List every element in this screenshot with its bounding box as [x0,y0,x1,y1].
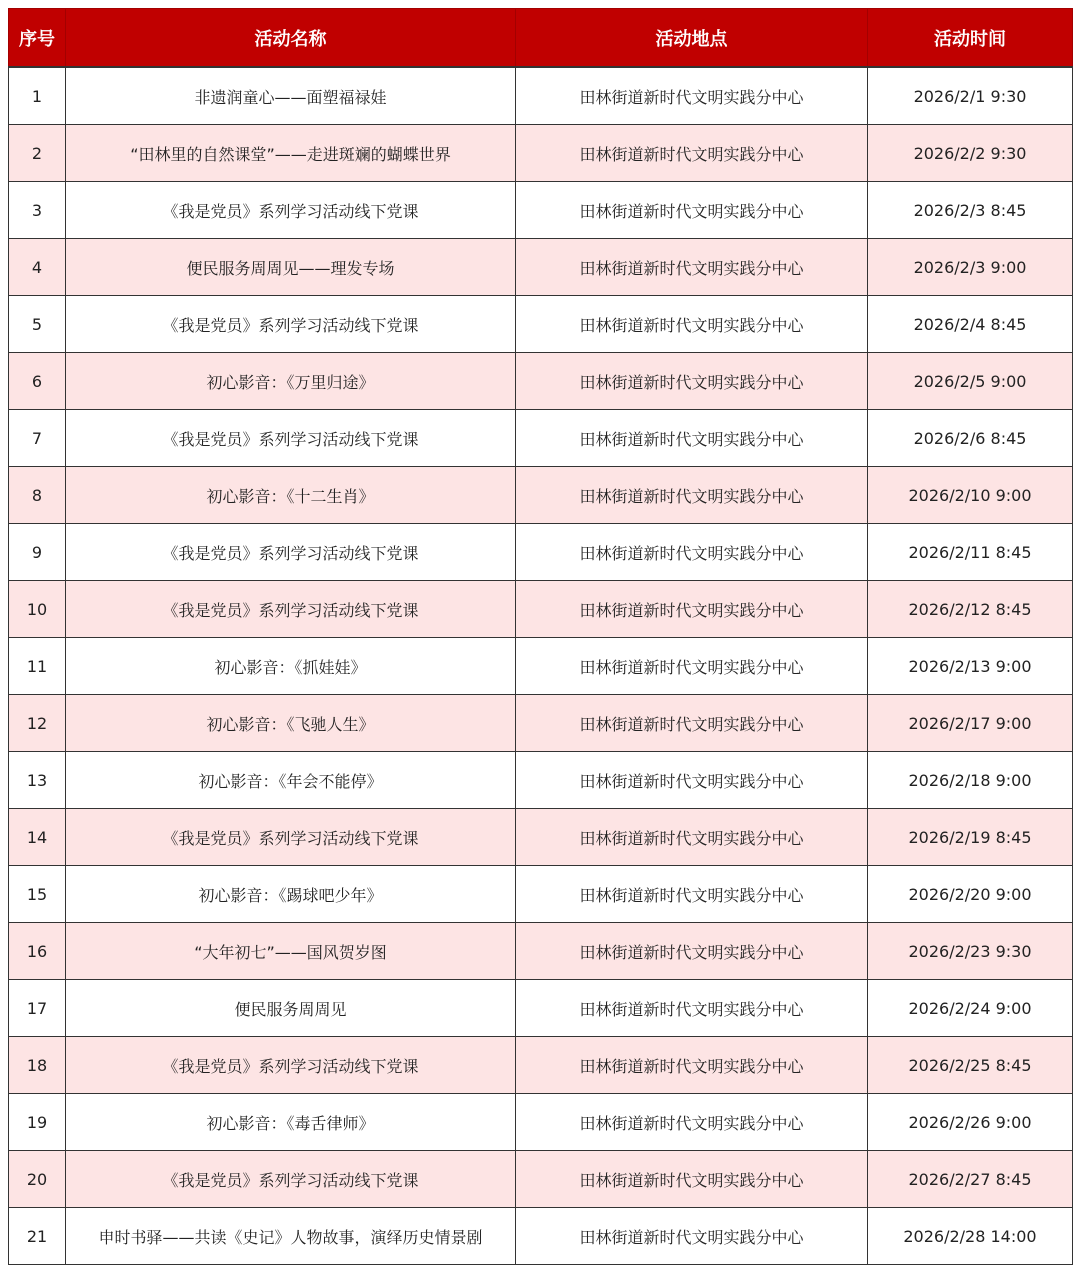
cell-activity-location: 田林街道新时代文明实践分中心 [516,638,868,695]
cell-activity-location: 田林街道新时代文明实践分中心 [516,182,868,239]
header-number: 序号 [9,9,66,68]
activity-schedule [8,8,1072,1265]
cell-activity-name: 便民服务周周见——理发专场 [66,239,516,296]
cell-activity-time: 2026/2/2 9:30 [868,125,1073,182]
cell-activity-name: 初心影音：《年会不能停》 [66,752,516,809]
cell-activity-time: 2026/2/28 14:00 [868,1208,1073,1265]
table-row [9,125,1073,182]
cell-activity-time: 2026/2/12 8:45 [868,581,1073,638]
cell-activity-time: 2026/2/17 9:00 [868,695,1073,752]
table-header [9,9,1073,68]
cell-activity-name: 初心影音：《十二生肖》 [66,467,516,524]
cell-activity-time: 2026/2/4 8:45 [868,296,1073,353]
cell-activity-name: 初心影音：《万里归途》 [66,353,516,410]
cell-number: 12 [9,695,66,752]
cell-number: 10 [9,581,66,638]
table-row [9,809,1073,866]
cell-activity-name: “田林里的自然课堂”——走进斑斓的蝴蝶世界 [66,125,516,182]
cell-activity-location: 田林街道新时代文明实践分中心 [516,866,868,923]
cell-activity-name: 《我是党员》系列学习活动线下党课 [66,296,516,353]
cell-activity-time: 2026/2/19 8:45 [868,809,1073,866]
cell-number: 17 [9,980,66,1037]
header-activity-name: 活动名称 [66,9,516,68]
cell-activity-location: 田林街道新时代文明实践分中心 [516,695,868,752]
cell-activity-name: 初心影音：《毒舌律师》 [66,1094,516,1151]
cell-activity-name: “大年初七”——国风贺岁图 [66,923,516,980]
cell-number: 19 [9,1094,66,1151]
cell-number: 7 [9,410,66,467]
cell-activity-location: 田林街道新时代文明实践分中心 [516,581,868,638]
table-row [9,638,1073,695]
cell-number: 3 [9,182,66,239]
table-row [9,923,1073,980]
cell-activity-time: 2026/2/11 8:45 [868,524,1073,581]
cell-activity-time: 2026/2/6 8:45 [868,410,1073,467]
activity-table [8,8,1073,1265]
cell-activity-name: 便民服务周周见 [66,980,516,1037]
cell-number: 2 [9,125,66,182]
cell-activity-location: 田林街道新时代文明实践分中心 [516,1037,868,1094]
cell-activity-location: 田林街道新时代文明实践分中心 [516,239,868,296]
table-row [9,296,1073,353]
cell-number: 13 [9,752,66,809]
table-body [9,67,1073,1265]
cell-activity-name: 申时书驿——共读《史记》人物故事，演绎历史情景剧 [66,1208,516,1265]
cell-activity-name: 《我是党员》系列学习活动线下党课 [66,1151,516,1208]
cell-activity-location: 田林街道新时代文明实践分中心 [516,752,868,809]
cell-number: 11 [9,638,66,695]
cell-activity-name: 《我是党员》系列学习活动线下党课 [66,809,516,866]
cell-activity-name: 《我是党员》系列学习活动线下党课 [66,410,516,467]
table-row [9,695,1073,752]
cell-activity-location: 田林街道新时代文明实践分中心 [516,923,868,980]
cell-activity-location: 田林街道新时代文明实践分中心 [516,67,868,125]
cell-activity-time: 2026/2/23 9:30 [868,923,1073,980]
table-row [9,239,1073,296]
table-row [9,1208,1073,1265]
cell-activity-location: 田林街道新时代文明实践分中心 [516,410,868,467]
cell-activity-time: 2026/2/1 9:30 [868,67,1073,125]
cell-activity-time: 2026/2/25 8:45 [868,1037,1073,1094]
cell-activity-name: 初心影音：《踢球吧少年》 [66,866,516,923]
cell-activity-time: 2026/2/27 8:45 [868,1151,1073,1208]
cell-activity-location: 田林街道新时代文明实践分中心 [516,1208,868,1265]
cell-activity-location: 田林街道新时代文明实践分中心 [516,1151,868,1208]
cell-activity-time: 2026/2/18 9:00 [868,752,1073,809]
cell-number: 6 [9,353,66,410]
cell-activity-name: 《我是党员》系列学习活动线下党课 [66,581,516,638]
table-row [9,866,1073,923]
cell-activity-location: 田林街道新时代文明实践分中心 [516,809,868,866]
cell-number: 15 [9,866,66,923]
table-row [9,1151,1073,1208]
table-row [9,1037,1073,1094]
cell-activity-name: 初心影音：《抓娃娃》 [66,638,516,695]
cell-number: 9 [9,524,66,581]
cell-activity-location: 田林街道新时代文明实践分中心 [516,296,868,353]
cell-activity-name: 《我是党员》系列学习活动线下党课 [66,182,516,239]
cell-activity-time: 2026/2/5 9:00 [868,353,1073,410]
cell-activity-time: 2026/2/26 9:00 [868,1094,1073,1151]
cell-activity-time: 2026/2/20 9:00 [868,866,1073,923]
cell-number: 21 [9,1208,66,1265]
cell-activity-time: 2026/2/3 9:00 [868,239,1073,296]
cell-activity-name: 《我是党员》系列学习活动线下党课 [66,524,516,581]
cell-number: 4 [9,239,66,296]
cell-activity-name: 《我是党员》系列学习活动线下党课 [66,1037,516,1094]
table-row [9,752,1073,809]
cell-activity-name: 初心影音：《飞驰人生》 [66,695,516,752]
cell-number: 14 [9,809,66,866]
cell-activity-time: 2026/2/24 9:00 [868,980,1073,1037]
cell-activity-time: 2026/2/10 9:00 [868,467,1073,524]
table-row [9,581,1073,638]
cell-number: 16 [9,923,66,980]
table-row [9,353,1073,410]
cell-activity-name: 非遗润童心——面塑福禄娃 [66,67,516,125]
cell-number: 5 [9,296,66,353]
table-row [9,67,1073,125]
table-row [9,182,1073,239]
header-activity-time: 活动时间 [868,9,1073,68]
table-row [9,410,1073,467]
cell-activity-time: 2026/2/13 9:00 [868,638,1073,695]
table-row [9,467,1073,524]
table-row [9,524,1073,581]
cell-activity-location: 田林街道新时代文明实践分中心 [516,125,868,182]
table-row [9,1094,1073,1151]
cell-activity-location: 田林街道新时代文明实践分中心 [516,353,868,410]
cell-number: 8 [9,467,66,524]
cell-activity-location: 田林街道新时代文明实践分中心 [516,1094,868,1151]
cell-activity-location: 田林街道新时代文明实践分中心 [516,467,868,524]
cell-number: 1 [9,67,66,125]
header-row [9,9,1073,68]
cell-activity-location: 田林街道新时代文明实践分中心 [516,980,868,1037]
cell-activity-location: 田林街道新时代文明实践分中心 [516,524,868,581]
cell-number: 20 [9,1151,66,1208]
cell-activity-time: 2026/2/3 8:45 [868,182,1073,239]
cell-number: 18 [9,1037,66,1094]
header-activity-location: 活动地点 [516,9,868,68]
table-row [9,980,1073,1037]
